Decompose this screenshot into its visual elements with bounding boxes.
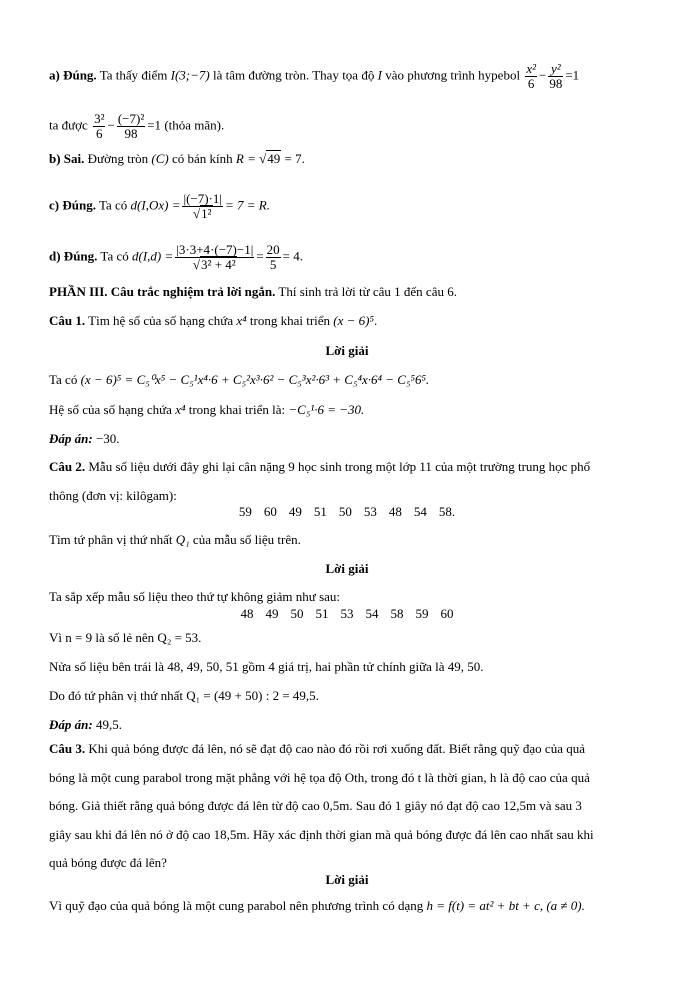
part-a-label: a) Đúng. [49, 67, 97, 83]
part-a-prefix: ta được [49, 117, 92, 133]
data-value: 53 [363, 504, 377, 519]
distance-lhs: d(I,d) = [132, 248, 174, 264]
q3-line1 [49, 741, 654, 757]
data-value: 58. [438, 504, 456, 519]
part-d-text: Ta có [97, 248, 133, 264]
radius-lhs: R = [235, 151, 260, 166]
q3-label: Câu 3. [49, 741, 86, 756]
quartile-text: Do đó tứ phân vị thứ nhất Q₁ = (49 + 50) : 2 = 49,5. [49, 688, 319, 703]
radius-rhs: = 7. [281, 151, 305, 166]
q1-expr: (x − 6)⁵ [333, 313, 375, 328]
data-value: 51 [313, 504, 327, 519]
q1-end: . [374, 313, 378, 328]
part-c-line [49, 192, 654, 221]
ask-end: của mẫu số liệu trên. [189, 532, 301, 547]
median-text: Vì n = 9 là số lẻ nên Q₂ = 53. [49, 630, 202, 645]
distance-frac [175, 243, 254, 272]
q3-line3 [49, 798, 654, 814]
part-c-label: c) Đúng. [49, 197, 96, 213]
distance-lhs: d(I,Ox) = [130, 197, 181, 213]
q2-data-row [0, 504, 694, 520]
sorted-value: 59 [415, 606, 429, 621]
q2-sorted-row [0, 606, 694, 622]
section-title: PHẦN III. Câu trắc nghiệm trả lời ngắn. [49, 284, 276, 299]
symbol-I: I [377, 67, 382, 83]
q3-text: quả bóng được đá lên? [49, 855, 167, 870]
frac-den: 6 [96, 126, 103, 141]
part-a-text: Ta thấy điểm [96, 67, 171, 83]
q2-median [49, 630, 654, 646]
answer-label: Đáp án: [49, 431, 93, 446]
coef-text: Hệ số của số hạng chứa [49, 402, 176, 417]
frac-num: |(−7)·1| [183, 191, 222, 206]
q2-solution-heading [0, 561, 694, 577]
q2-ask [49, 532, 654, 548]
q1-solution-heading [0, 343, 694, 359]
equation-rhs: =1 [565, 67, 580, 83]
data-value: 50 [338, 504, 352, 519]
part-a-line1: a) Đúng. Ta thấy điểm I(3;−7) là tâm đường tròn. Thay tọa độ I vào phương trình hypebol $\frac{\text{x²}}{6}$ − $\frac{\text{y²}}{98}$ =1 [49, 61, 580, 91]
sorted-value: 54 [365, 606, 379, 621]
radicand: 49 [267, 151, 281, 166]
solution-heading: Lời giải [325, 561, 369, 576]
q3-solution-heading [0, 872, 694, 888]
sorted-value: 51 [315, 606, 329, 621]
point-I: I(3;−7) [170, 67, 210, 83]
frac-den: 98 [124, 126, 138, 141]
data-value: 49 [288, 504, 302, 519]
data-value: 54 [413, 504, 427, 519]
q2-text-line2: thông (đơn vị: kilôgam): [49, 488, 177, 503]
q2-prompt-line2 [49, 488, 654, 504]
coef-value: −C₅¹·6 = −30. [288, 402, 365, 417]
q2-sort-text [49, 589, 654, 605]
part-a-line2: ta được $\frac{\text{3²}}{6}$ − $\frac{\text{(−7)²}}{98}$ =1 (thỏa mãn). [49, 111, 225, 141]
q2-label: Câu 2. [49, 459, 86, 474]
equation-rhs: =1 [147, 117, 162, 133]
sorted-value: 50 [290, 606, 304, 621]
solution-heading: Lời giải [325, 872, 369, 887]
q1-coefficient [49, 402, 654, 418]
q1-prompt [49, 313, 654, 329]
expansion-prefix: Ta có [49, 372, 81, 387]
part-b-line [49, 151, 654, 167]
answer-value: 49,5. [92, 717, 122, 732]
distance-rhs: = 7 = R. [225, 197, 270, 213]
data-value: 59 [238, 504, 252, 519]
solution-heading: Lời giải [325, 343, 369, 358]
sorted-value: 49 [265, 606, 279, 621]
frac-num: (−7)² [117, 111, 145, 126]
radicand: 3² + 4² [201, 257, 236, 272]
frac-num: 3² [94, 111, 105, 126]
sorted-value: 60 [440, 606, 454, 621]
q3-line4 [49, 827, 654, 843]
q3-text: bóng. Giả thiết rằng quả bóng được đá lên từ độ cao 0,5m. Sau đó 1 giây nó đạt độ cao 12,5m và sau 3 [49, 798, 582, 813]
part-b-text2: có bán kính [168, 151, 236, 166]
q3-text: Khi quả bóng được đá lên, nó sẽ đạt độ cao nào đó rồi rơi xuống đất. Biết rằng quỹ đạo của quả [85, 741, 585, 756]
distance-rhs: = 4. [282, 248, 303, 264]
part-d-label: d) Đúng. [49, 248, 98, 264]
q2-text: Mẫu số liệu dưới đây ghi lại cân nặng 9 học sinh trong một lớp 11 của một trường trung học phổ [85, 459, 591, 474]
q1-label: Câu 1. [49, 313, 86, 328]
q3-text: bóng là một cung parabol trong mặt phẳng với hệ tọa độ Oth, trong đó t là thời gian, h là độ cao của quả [49, 770, 590, 785]
sorted-value: 48 [240, 606, 254, 621]
frac-den: 98 [549, 76, 563, 91]
solution-text: Vì quỹ đạo của quả bóng là một cung parabol nên phương trình có dạng [49, 898, 427, 913]
half-text: Nửa số liệu bên trái là 48, 49, 50, 51 gồm 4 giá trị, hai phần tử chính giữa là 49, 50. [49, 659, 484, 674]
q3-text: giây sau khi đá lên nó ở độ cao 18,5m. Hãy xác định thời gian mà quả bóng được đá lên cao nhất sau khi [49, 827, 594, 842]
section-text: Thí sinh trả lời từ câu 1 đến câu 6. [275, 284, 457, 299]
expansion-formula: (x − 6)⁵ = C₅⁰x⁵ − C₅¹x⁴·6 + C₅²x³·6² − C₅³x²·6³ + C₅⁴x·6⁴ − C₅⁵6⁵. [80, 372, 430, 387]
q1-term: x⁴ [236, 313, 247, 328]
frac-den: √3² + 4² [192, 257, 236, 272]
part-d-line: d) Đúng. Ta có d(I,d) = $\frac{|3\cdot 3+4\cdot(-7)-1|}{\text{√3² + 4²}}$ = $\frac{20}{5}$ = 4. [49, 242, 303, 272]
data-value: 48 [388, 504, 402, 519]
part-a-text2: là tâm đường tròn. Thay tọa độ [209, 67, 378, 83]
distance-frac [182, 192, 223, 221]
q1-text: Tìm hệ số của số hạng chứa [85, 313, 237, 328]
q3-solution [49, 898, 654, 914]
answer-value: −30. [92, 431, 120, 446]
sub-frac2 [117, 112, 145, 141]
sqrt-49: √49 [259, 151, 281, 166]
q1-expansion [49, 372, 654, 388]
coef-text2: trong khai triển là: [185, 402, 289, 417]
data-value: 60 [263, 504, 277, 519]
ask-text: Tìm tứ phân vị thứ nhất [49, 532, 176, 547]
circle-symbol: (C) [151, 151, 169, 166]
part-a-text3: vào phương trình hypebol [381, 67, 524, 83]
frac-num: 20 [266, 242, 280, 257]
frac-num: |3·3+4·(−7)−1| [176, 242, 254, 257]
frac-den: 5 [269, 257, 277, 272]
part-b-text: Đường tròn [84, 151, 152, 166]
frac-den: 6 [527, 76, 535, 91]
frac-den: √1² [192, 206, 212, 221]
part-b-label: b) Sai. [49, 151, 85, 166]
q1-answer [49, 431, 654, 447]
radicand: 1² [201, 206, 212, 221]
coef-term: x⁴ [175, 402, 186, 417]
q1-symbol: Q₁ [175, 532, 190, 547]
q2-quartile [49, 688, 654, 704]
q2-answer [49, 717, 654, 733]
sorted-value: 53 [340, 606, 354, 621]
q3-line2 [49, 770, 654, 786]
q1-text2: trong khai triển [246, 313, 334, 328]
q3-line5 [49, 855, 654, 871]
sub-frac1 [93, 112, 105, 141]
frac-num: x² [526, 61, 536, 76]
q2-half [49, 659, 654, 675]
part-a-suffix: (thỏa mãn). [161, 117, 225, 133]
sort-text: Ta sắp xếp mẫu số liệu theo thứ tự không giảm như sau: [49, 589, 341, 604]
part-c-text: Ta có [95, 197, 131, 213]
parabola-formula: h = f(t) = at² + bt + c, (a ≠ 0). [426, 898, 585, 913]
hyperbola-frac1 [525, 62, 537, 91]
section-3-heading [49, 284, 654, 300]
answer-label: Đáp án: [49, 717, 93, 732]
frac-num: y² [548, 62, 563, 77]
sorted-value: 58 [390, 606, 404, 621]
result-frac [266, 243, 281, 272]
hyperbola-frac2 [548, 62, 563, 91]
q2-prompt-line1 [49, 459, 654, 475]
